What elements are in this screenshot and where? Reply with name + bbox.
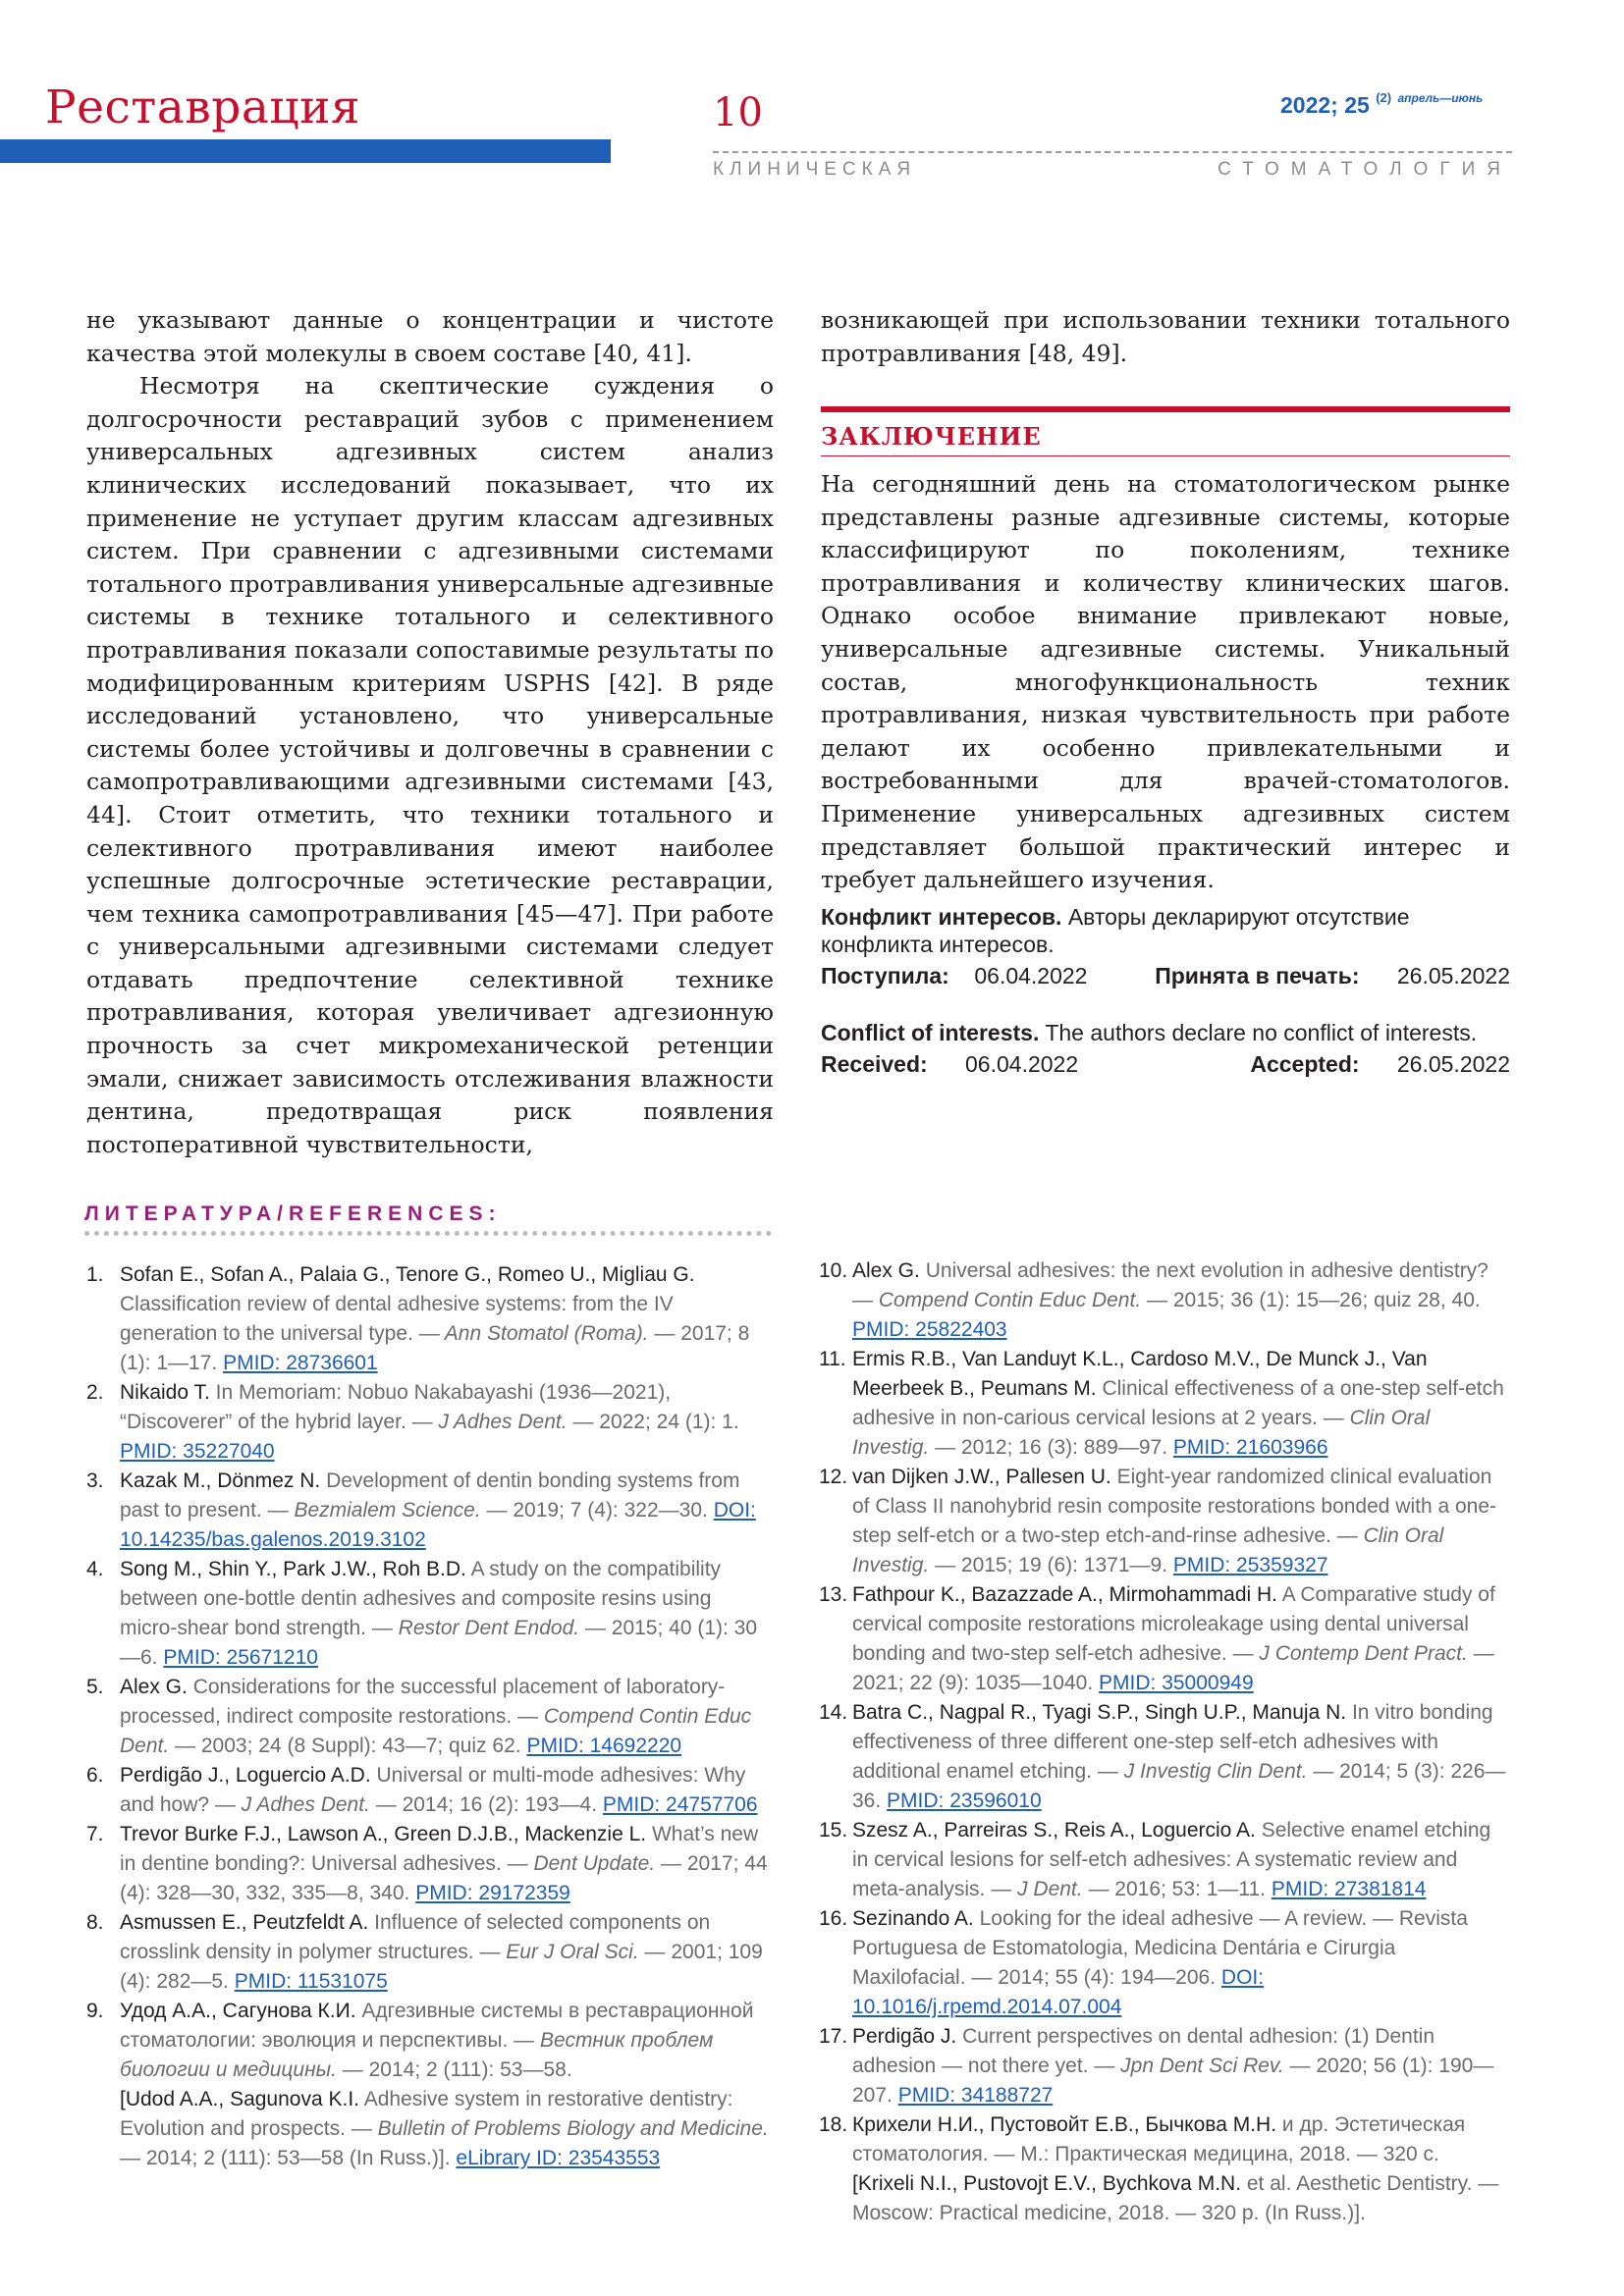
reference-item — [86, 1467, 774, 1555]
reference-title: Selective enamel etching in cervical lesions for self-etch adhesives: A systematic review and meta-analysis. — [852, 1819, 1491, 1900]
reference-pages: — 2017; 8 (1): 1—17. — [120, 1322, 750, 1374]
reference-number: 9. — [86, 2000, 104, 2022]
reference-source: — J Adhes Dent. — [411, 1411, 568, 1433]
reference-translit-title: Adhesive system in restorative dentistry: Evolution and prospects. — [120, 2088, 733, 2140]
reference-item — [819, 1816, 1510, 1904]
reference-link[interactable]: PMID: 35227040 — [120, 1440, 275, 1463]
reference-pages: — 2017; 44 (4): 328—30, 332, 335—8, 340. — [120, 1852, 768, 1904]
reference-authors: Asmussen E., Peutzfeldt A. — [120, 1911, 369, 1934]
reference-number: 11. — [819, 1348, 846, 1370]
reference-item — [86, 1378, 774, 1467]
references-list — [86, 1260, 774, 2173]
reference-source: — J Adhes Dent. — [214, 1793, 370, 1816]
issue-year: 2022; 25 — [1280, 92, 1370, 118]
reference-title: Eight-year randomized clinical evaluation of Class II nanohybrid resin composite restorations bonded with a one-step self-etch or a two-step etch-and-rinse adhesive. — [852, 1466, 1497, 1547]
reference-item — [819, 1904, 1510, 2022]
reference-title: What’s new in dentine bonding?: Universal adhesives. — [120, 1823, 759, 1875]
reference-pages: — 2015; 40 (1): 30—6. — [120, 1617, 758, 1669]
reference-source: — Restor Dent Endod. — [371, 1617, 580, 1639]
reference-title: Universal adhesives: the next evolution in adhesive dentistry? — [925, 1259, 1489, 1282]
reference-authors: Perdigão J. — [852, 2025, 957, 2048]
conflict-ru — [821, 903, 1510, 958]
reference-pages: — 2019; 7 (4): 322—30. — [486, 1499, 708, 1522]
reference-translit-title: et al. Aesthetic Dentistry. — Moscow: Practical medicine, 2018. — 320 p. (In Russ.)]. — [852, 2172, 1499, 2224]
reference-authors: Szesz A., Parreiras S., Reis A., Loguercio A. — [852, 1819, 1256, 1842]
reference-number: 17. — [819, 2025, 848, 2048]
reference-authors: Sezinando A. — [852, 1907, 974, 1930]
reference-source: — Dent Update. — [507, 1852, 656, 1875]
reference-link[interactable]: PMID: 35000949 — [1099, 1672, 1254, 1694]
conclusion-heading-rule — [821, 455, 1510, 456]
reference-number: 16. — [819, 1907, 848, 1930]
reference-number: 2. — [86, 1381, 104, 1404]
reference-title: In vitro bonding effectiveness of three different one-step self-etch adhesives with additional enamel etching. — [852, 1701, 1493, 1783]
reference-link[interactable]: PMID: 21603966 — [1172, 1436, 1328, 1459]
reference-title: Development of dentin bonding systems from past to present. — [120, 1469, 740, 1522]
reference-pages: — 2020; 56 (1): 190—207. — [852, 2055, 1494, 2107]
reference-source: — Bezmialem Science. — [267, 1499, 481, 1522]
body-paragraph: возникающей при использовании техники тотального протравливания [48, 49]. — [821, 306, 1510, 367]
reference-number: 7. — [86, 1823, 104, 1845]
reference-title: и др. Эстетическая стоматология. — М.: Практическая медицина, 2018. — 320 с. — [852, 2113, 1466, 2165]
reference-title: Адгезивные системы в реставрационной стоматологии: эволюция и перспективы. — [120, 2000, 754, 2052]
reference-authors: Крихели Н.И., Пустовойт Е.В., Бычкова М.Н. — [852, 2113, 1277, 2136]
received-ru-date: 06.04.2022 — [974, 963, 1088, 988]
reference-authors: Alex G. — [120, 1676, 188, 1698]
conclusion-heading: ЗАКЛЮЧЕНИЕ — [821, 422, 1042, 451]
reference-title: Universal or multi-mode adhesives: Why and how? — [120, 1764, 746, 1816]
conflict-en-text: The authors declare no conflict of interests. — [1045, 1020, 1478, 1045]
reference-authors: Batra C., Nagpal R., Tyagi S.P., Singh U.P., Manuja N. — [852, 1701, 1347, 1724]
issue-months: апрель—июнь — [1397, 91, 1484, 105]
reference-item — [819, 1256, 1510, 1345]
reference-translit-authors: [Krixeli N.I., Pustovojt E.V., Bychkova M.N. — [852, 2172, 1242, 2195]
reference-pages: — 2016; 53: 1—11. — [1088, 1878, 1267, 1900]
reference-link[interactable]: PMID: 34188727 — [897, 2084, 1054, 2107]
received-ru-label: Поступила: — [821, 963, 949, 988]
reference-title: Clinical effectiveness of a one-step self-etch adhesive in non-carious cervical lesions at 2 years. — [852, 1377, 1504, 1429]
reference-item — [86, 1820, 774, 1908]
reference-number: 18. — [819, 2113, 848, 2136]
article-meta — [821, 903, 1510, 1078]
reference-source: — J Contemp Dent Pract. — [1232, 1642, 1468, 1665]
reference-source: — Clin Oral Investig. — [852, 1407, 1431, 1459]
issue-info — [1280, 92, 1483, 119]
conflict-en — [821, 1019, 1510, 1046]
conflict-ru-text: Авторы декларируют отсутствие конфликта интересов. — [821, 904, 1410, 957]
reference-pages: — 2001; 109 (4): 282—5. — [120, 1941, 763, 1993]
reference-title: A Comparative study of cervical composite restorations microleakage using dental universal bonding and two-step self-etch adhesive. — [852, 1583, 1495, 1665]
reference-source: — Ann Stomatol (Roma). — [418, 1322, 649, 1345]
journal-word-2: СТОМАТОЛОГИЯ — [1218, 159, 1512, 180]
reference-source: — Eur J Oral Sci. — [479, 1941, 639, 1963]
reference-pages: — 2015; 19 (6): 1371—9. — [935, 1554, 1168, 1576]
reference-number: 12. — [819, 1466, 848, 1488]
conclusion-top-rule — [821, 406, 1510, 412]
reference-item — [86, 1673, 774, 1761]
reference-title: Considerations for the successful placement of laboratory-processed, indirect composite restorations. — [120, 1676, 726, 1728]
reference-item — [819, 1698, 1510, 1816]
reference-link[interactable]: PMID: 14692220 — [526, 1735, 682, 1757]
reference-title: Current perspectives on dental adhesion: (1) Dentin adhesion — not there yet. — [852, 2025, 1435, 2077]
reference-title: In Memoriam: Nobuo Nakabayashi (1936—2021), “Discoverer” of the hybrid layer. — [120, 1381, 672, 1433]
page-number: 10 — [713, 90, 763, 135]
reference-authors: van Dijken J.W., Pallesen U. — [852, 1466, 1111, 1488]
reference-link[interactable]: PMID: 23596010 — [887, 1789, 1042, 1812]
reference-source: — Clin Oral Investig. — [852, 1524, 1444, 1576]
received-en-date: 06.04.2022 — [965, 1051, 1079, 1077]
reference-pages: — 2014; 16 (2): 193—4. — [375, 1793, 598, 1816]
reference-item — [819, 2022, 1510, 2110]
reference-link[interactable]: PMID: 25671210 — [163, 1646, 318, 1669]
reference-number: 8. — [86, 1911, 104, 1934]
reference-source: — J Investig Clin Dent. — [1097, 1760, 1308, 1783]
journal-name — [713, 159, 1512, 181]
accepted-ru-date: 26.05.2022 — [1396, 963, 1510, 988]
reference-item — [86, 1908, 774, 1997]
dates-ru — [821, 962, 1510, 989]
conflict-ru-label: Конфликт интересов. — [821, 904, 1062, 930]
dates-en — [821, 1050, 1510, 1078]
received-en-label: Received: — [821, 1051, 928, 1077]
reference-number: 1. — [86, 1263, 104, 1286]
reference-number: 13. — [819, 1583, 848, 1606]
conclusion-text — [821, 468, 1510, 897]
reference-pages: — 2003; 24 (8 Suppl): 43—7; quiz 62. — [175, 1735, 521, 1757]
conclusion-paragraph: На сегодняшний день на стоматологическом рынке представлены разные адгезивные системы, которые классифицируют по поколениям, технике протравливания и количеству клинических шагов. Однако особое внимание привлекают новые, универсальные адгезивные системы. Уникальный состав, многофункциональность техник протравливания, низкая чувствительность при работе делают их особенно привлекательными и востребованными для врачей-стоматологов. Применение универсальных адгезивных систем представляет большой практический интерес и требует дальнейшего изучения. — [821, 470, 1510, 894]
reference-item — [86, 1997, 774, 2173]
reference-number: 6. — [86, 1764, 104, 1787]
reference-translit-pages: — 2014; 2 (111): 53—58 (In Russ.)]. — [120, 2147, 451, 2169]
body-paragraph: Несмотря на скептические суждения о долгосрочности реставраций зубов с применением универсальных адгезивных систем анализ клинических исследований показывает, что их применение не уступает другим классам адгезивных систем. При сравнении с адгезивными системами тотального протравливания универсальные адгезивные системы в технике тотального и селективного протравливания показали сопоставимые результаты по модифицированным критериям USPHS [42]. В ряде исследований установлено, что универсальные системы более устойчивы и долговечны в сравнении с самопротравливающими адгезивными системами [43, 44]. Стоит отметить, что техники тотального и селективного протравливания имеют наиболее успешные долгосрочные эстетические реставрации, чем техника самопротравливания [45—47]. При работе с универсальными адгезивными системами следует отдавать предпочтение селективной технике протравливания, которая увеличивает адгезионную прочность за счет микромеханической ретенции эмали, снижает зависимость отслеживания влажности дентина, предотвращая риск появления постоперативной чувствительности, — [86, 372, 774, 1158]
reference-pages: — 2021; 22 (9): 1035—1040. — [852, 1642, 1494, 1694]
reference-link[interactable]: DOI: 10.1016/j.rpemd.2014.07.004 — [852, 1966, 1265, 2018]
reference-item — [819, 1580, 1510, 1698]
reference-authors: Удод А.А., Сагунова К.И. — [120, 2000, 356, 2022]
reference-item — [86, 1555, 774, 1673]
reference-authors: Ermis R.B., Van Landuyt K.L., Cardoso M.V., De Munck J., Van Meerbeek B., Peumans M. — [852, 1348, 1428, 1400]
reference-number: 14. — [819, 1701, 848, 1724]
accepted-en-date: 26.05.2022 — [1396, 1051, 1510, 1077]
reference-link[interactable]: eLibrary ID: 23543553 — [456, 2147, 661, 2169]
reference-source: — Jpn Dent Sci Rev. — [1094, 2055, 1284, 2077]
body-left-column — [86, 304, 774, 1161]
reference-pages: — 2014; 55 (4): 194—206. — [971, 1966, 1217, 1989]
reference-pages: — 2014; 5 (3): 226—36. — [852, 1760, 1506, 1812]
reference-authors: Alex G. — [852, 1259, 920, 1282]
reference-source: — J Dent. — [991, 1878, 1083, 1900]
reference-authors: Fathpour K., Bazazzade A., Mirmohammadi H. — [852, 1583, 1278, 1606]
reference-item — [86, 1260, 774, 1378]
reference-link[interactable]: PMID: 25822403 — [852, 1318, 1007, 1341]
reference-item — [819, 2110, 1510, 2228]
body-paragraph: не указывают данные о концентрации и чистоте качества этой молекулы в своем составе [40, 41]. — [86, 306, 774, 367]
reference-number: 4. — [86, 1558, 104, 1580]
reference-title: Influence of selected components on crosslink density in polymer structures. — [120, 1911, 711, 1963]
references-dotted-rule — [84, 1231, 772, 1236]
reference-authors: Sofan E., Sofan A., Palaia G., Tenore G., Romeo U., Migliau G. — [120, 1263, 695, 1286]
reference-link[interactable]: PMID: 24757706 — [602, 1793, 758, 1816]
references-right-column — [819, 1256, 1510, 2228]
reference-title: A study on the compatibility between one-bottle dentin adhesives and composite resins using micro-shear bond strength. — [120, 1558, 722, 1639]
section-color-bar — [0, 139, 611, 163]
issue-number: (2) — [1376, 90, 1392, 105]
reference-pages: — 2022; 24 (1): 1. — [572, 1411, 739, 1433]
reference-authors: Song M., Shin Y., Park J.W., Roh B.D. — [120, 1558, 466, 1580]
accepted-en-label: Accepted: — [1250, 1051, 1360, 1077]
reference-authors: Nikaido T. — [120, 1381, 210, 1404]
reference-item — [86, 1761, 774, 1820]
reference-number: 5. — [86, 1676, 104, 1698]
reference-item — [819, 1345, 1510, 1463]
reference-link[interactable]: PMID: 28736601 — [223, 1352, 378, 1374]
accepted-ru-label: Принята в печать: — [1155, 963, 1360, 988]
reference-authors: Perdigão J., Loguercio A.D. — [120, 1764, 371, 1787]
reference-pages: — 2015; 36 (1): 15—26; quiz 28, 40. — [1147, 1289, 1481, 1311]
reference-title: Classification review of dental adhesive systems: from the IV generation to the universal type. — [120, 1293, 674, 1345]
header-divider — [713, 151, 1512, 153]
references-left-column — [86, 1260, 774, 2173]
reference-link[interactable]: DOI: 10.14235/bas.galenos.2019.3102 — [120, 1499, 756, 1551]
reference-link[interactable]: PMID: 11531075 — [234, 1970, 388, 1993]
reference-item — [819, 1463, 1510, 1580]
reference-number: 15. — [819, 1819, 848, 1842]
reference-pages: — 2014; 2 (111): 53—58. — [342, 2058, 572, 2081]
reference-authors: Trevor Burke F.J., Lawson A., Green D.J.B., Mackenzie L. — [120, 1823, 647, 1845]
reference-translit-source: — Bulletin of Problems Biology and Medicine. — [351, 2117, 769, 2140]
reference-pages: — 2012; 16 (3): 889—97. — [935, 1436, 1168, 1459]
reference-source: — Вестник проблем биологии и медицины. — [120, 2029, 714, 2081]
reference-translit-authors: [Udod A.A., Sagunova K.I. — [120, 2088, 359, 2110]
references-list — [819, 1256, 1510, 2228]
reference-link[interactable]: PMID: 29172359 — [415, 1882, 570, 1904]
reference-number: 3. — [86, 1469, 104, 1492]
reference-source: — Compend Contin Educ Dent. — [120, 1705, 752, 1757]
reference-authors: Kazak M., Dönmez N. — [120, 1469, 321, 1492]
body-right-column — [821, 304, 1510, 370]
reference-title: Looking for the ideal adhesive — A review. — Revista Portuguesa de Estomatologia, Medicina Dentária e Cirurgia Maxilofacial. — [852, 1907, 1468, 1989]
reference-link[interactable]: PMID: 27381814 — [1271, 1878, 1427, 1900]
reference-source: — Compend Contin Educ Dent. — [852, 1289, 1142, 1311]
journal-word-1: КЛИНИЧЕСКАЯ — [713, 159, 917, 180]
reference-link[interactable]: PMID: 25359327 — [1172, 1554, 1328, 1576]
conflict-en-label: Conflict of interests. — [821, 1020, 1040, 1045]
section-title: Реставрация — [45, 80, 361, 134]
reference-number: 10. — [819, 1259, 848, 1282]
references-heading: ЛИТЕРАТУРА/REFERENCES: — [84, 1202, 502, 1225]
